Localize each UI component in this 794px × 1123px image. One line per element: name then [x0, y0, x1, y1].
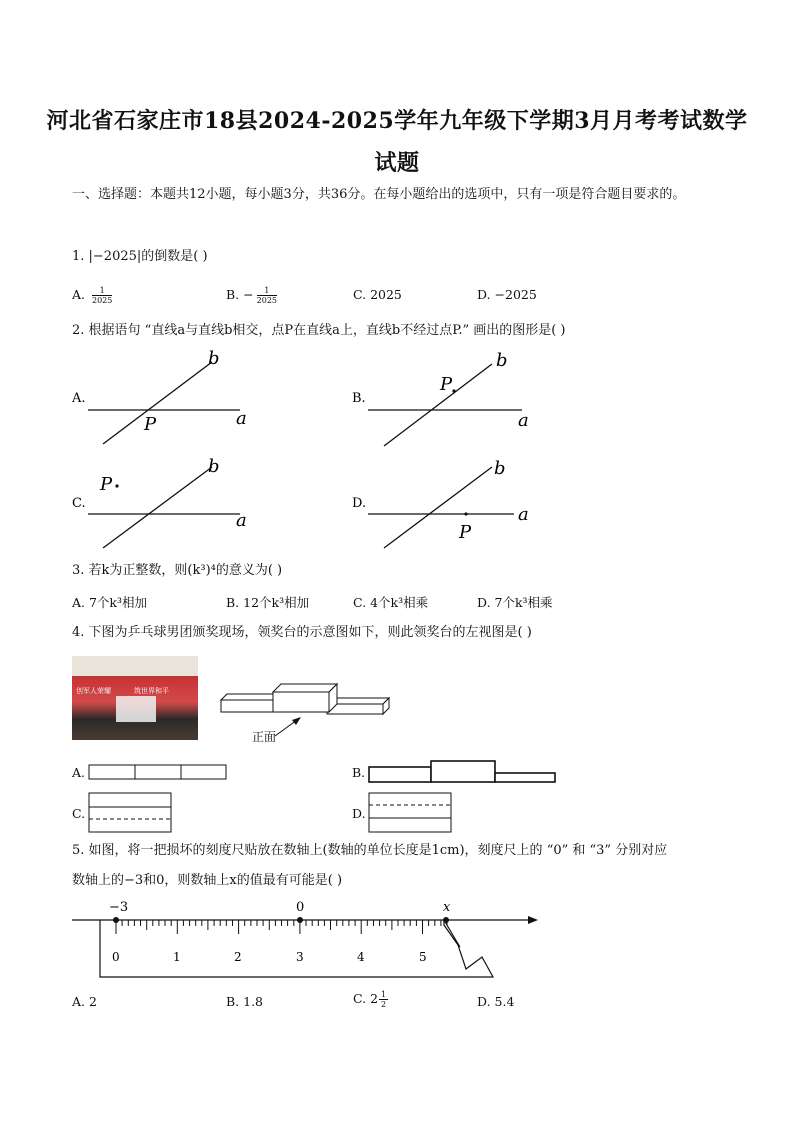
q2-d-label-p: P: [459, 522, 472, 543]
q5-option-a[interactable]: A. 2: [72, 994, 97, 1009]
q2-a-label-b: b: [208, 348, 220, 369]
question-5-stem-line1: 5. 如图，将一把损坏的刻度尺贴放在数轴上(数轴的单位长度是1cm)，刻度尺上的 “0” 和 “3” 分别对应: [72, 843, 668, 858]
q2-a-label-a: a: [236, 408, 247, 429]
question-3-stem: 3. 若k为正整数，则(k³)⁴的意义为( ): [72, 563, 283, 578]
photo-banner-text-1: 创军人荣耀: [76, 687, 111, 695]
q2-c-line-b: [103, 467, 212, 548]
q2-d-label-a: a: [518, 504, 529, 525]
q4-option-d-figure: [368, 792, 454, 834]
q3-option-d[interactable]: D. 7个k³相乘: [477, 595, 553, 610]
q2-option-b-label[interactable]: B.: [352, 391, 366, 406]
q5-option-c-label: C. 2: [353, 991, 379, 1006]
podium-diagram: [215, 678, 395, 748]
axis-label-0: 0: [296, 900, 305, 915]
q4-option-a-label[interactable]: A.: [72, 765, 86, 780]
page-title: 河北省石家庄市18县2024-2025学年九年级下学期3月月考考试数学: [46, 108, 748, 134]
q2-a-label-p: P: [144, 414, 157, 435]
ruler-label-0: 0: [112, 950, 120, 964]
q2-d-line-b: [384, 467, 492, 548]
q1-option-a-label: A.: [72, 287, 86, 302]
q2-c-label-a: a: [236, 510, 247, 531]
photo-top-band: [72, 656, 198, 676]
ruler-label-5: 5: [419, 950, 427, 964]
dot-x: [443, 917, 449, 923]
q5-c-denominator: 2: [381, 1000, 387, 1009]
q4-option-b-label[interactable]: B.: [352, 765, 366, 780]
ruler-label-4: 4: [357, 950, 365, 964]
photo-banner-text-2: 筑世界和平: [134, 687, 169, 695]
q2-c-label-p: P: [100, 474, 113, 495]
q2-d-label-b: b: [494, 458, 506, 479]
q5-option-d[interactable]: D. 5.4: [477, 994, 515, 1009]
q4-option-c-label[interactable]: C.: [72, 806, 86, 821]
q2-d-point-p: [464, 512, 467, 515]
q1-b-denominator: 2025: [256, 296, 277, 305]
photo-podium: [116, 696, 156, 722]
q1-option-c[interactable]: C. 2025: [353, 287, 402, 302]
ruler-ticks: [116, 920, 447, 934]
ruler-label-3: 3: [296, 950, 304, 964]
q2-option-c-label[interactable]: C.: [72, 496, 86, 511]
ruler-label-1: 1: [173, 950, 181, 964]
axis-label-neg3: −3: [109, 900, 129, 915]
q1-a-numerator: 1: [92, 286, 112, 296]
page-title-line2: 试题: [374, 150, 420, 176]
q2-a-line-b: [103, 362, 212, 444]
section-heading: 一、选择题：本题共12小题，每小题3分，共36分。在每小题给出的选项中，只有一项是符合题目要求的。: [72, 187, 686, 202]
q1-option-b-label: B.: [226, 287, 240, 302]
q1-b-numerator: 1: [257, 286, 277, 296]
question-5-stem-line2: 数轴上的−3和0，则数轴上x的值最有可能是( ): [72, 873, 343, 888]
ruler-label-2: 2: [234, 950, 242, 964]
q1-b-sign: −: [243, 287, 254, 302]
q2-option-a-label[interactable]: A.: [72, 391, 86, 406]
q2-b-label-b: b: [496, 350, 508, 371]
q1-a-denominator: 2025: [92, 296, 113, 305]
question-4-stem: 4. 下图为乒乓球男团颁奖现场，领奖台的示意图如下，则此领奖台的左视图是( ): [72, 625, 532, 640]
ruler-number-line-diagram: [66, 895, 546, 985]
q2-b-label-p: P: [440, 374, 453, 395]
q2-b-point-p: [452, 389, 455, 392]
q5-option-b[interactable]: B. 1.8: [226, 994, 264, 1009]
q2-option-d-label[interactable]: D.: [352, 496, 367, 511]
q4-option-c-figure: [88, 792, 174, 834]
q2-diagrams: [60, 340, 740, 560]
q4-option-a-figure: [88, 762, 230, 782]
q5-option-c[interactable]: [353, 990, 388, 1009]
q1-option-b[interactable]: [226, 286, 277, 305]
front-label: 正面: [252, 730, 277, 744]
q2-c-point-p: [115, 484, 118, 487]
q2-c-label-b: b: [208, 456, 220, 477]
q2-b-line-b: [384, 364, 492, 446]
dot-0: [297, 917, 303, 923]
q4-option-d-label[interactable]: D.: [352, 806, 366, 821]
q3-option-b[interactable]: B. 12个k³相加: [226, 595, 310, 610]
q5-c-numerator: 1: [381, 990, 387, 999]
axis-label-x: x: [443, 900, 451, 915]
question-1-stem: 1. |−2025|的倒数是( ): [72, 249, 208, 264]
q3-option-a[interactable]: A. 7个k³相加: [72, 595, 148, 610]
question-2-stem: 2. 根据语句 “直线a与直线b相交，点P在直线a上，直线b不经过点P.” 画出的图形是( ): [72, 323, 566, 338]
q2-b-label-a: a: [518, 410, 529, 431]
award-ceremony-photo: [72, 656, 198, 740]
dot-neg3: [113, 917, 119, 923]
q1-option-a[interactable]: [72, 286, 112, 305]
q3-option-c[interactable]: C. 4个k³相乘: [353, 595, 429, 610]
q4-option-b-figure: [368, 758, 560, 786]
q1-option-d[interactable]: D. −2025: [477, 287, 537, 302]
number-line-arrow: [528, 916, 538, 924]
ruler-outline: [100, 920, 493, 977]
